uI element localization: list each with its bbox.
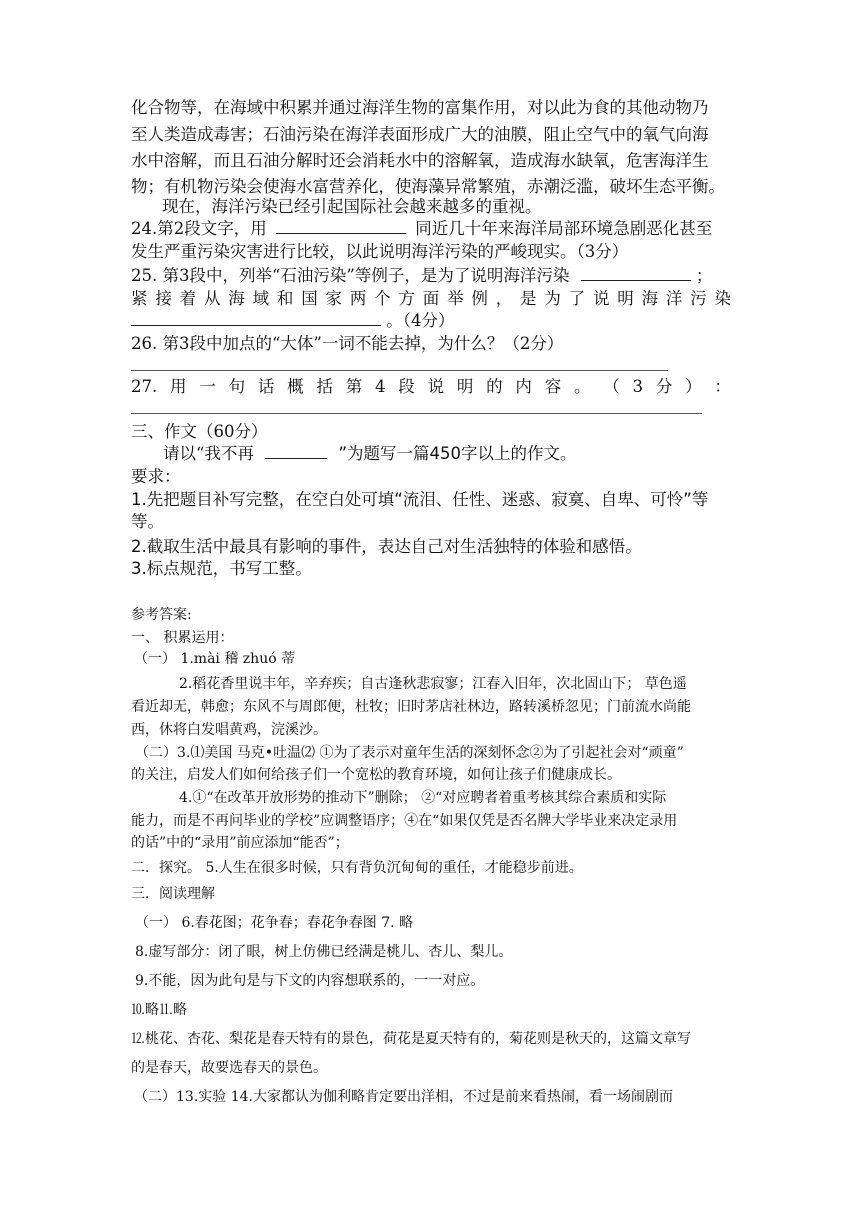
question-24-text: 24.第2段文字，用 (131, 219, 267, 238)
answer-2-line: 2.稻花香里说丰年，辛弃疾；自古逢秋悲寂寥；江春入旧年，次北固山下； 草色遥 (179, 676, 687, 692)
char: ， (495, 289, 513, 308)
char: 27. (131, 377, 158, 396)
char: 国 (301, 289, 318, 308)
char: 用 (170, 377, 187, 396)
answer-blank (131, 311, 381, 326)
answer-10-11: ⒑略⒒略 (131, 1002, 187, 1018)
answer-12-line: 的是春天，故要选春天的景色。 (131, 1060, 327, 1076)
char: 了 (568, 289, 586, 308)
answers-section-1: 一、 积累运用： (131, 630, 234, 646)
passage-line: 水中溶解，而且石油分解时还会消耗水中的溶解氧，造成海水缺氧，危害海洋生 (131, 151, 709, 170)
question-26: 26. 第3段中加点的“大体”一词不能去掉，为什么？（2分） (131, 334, 564, 353)
essay-prompt (163, 443, 576, 465)
char: 和 (276, 289, 294, 308)
answer-4-line: 能力，而是不再问毕业的学校”应调整语序；④在“如果仅凭是否名牌大学毕业来决定录用 (131, 813, 678, 829)
essay-prompt-text: 请以“我不再 (163, 444, 254, 463)
char: 洋 (665, 289, 683, 308)
char: 说 (592, 289, 610, 308)
char: ） (685, 377, 702, 396)
answer-12-line: ⒓桃花、杏花、梨花是春天特有的景色，荷花是夏天特有的，菊花则是秋天的，这篇文章写 (131, 1031, 691, 1047)
passage-line: 化合物等，在海域中积累并通过海洋生物的富集作用，对以此为食的其他动物乃 (131, 98, 709, 117)
char: 面 (422, 289, 440, 308)
essay-req-3: 3.标点规范，书写工整。 (131, 559, 312, 578)
answers-title: 参考答案: (131, 607, 192, 623)
answer-6: （一） 6.春花图；花争春；春花争春图 7. 略 (135, 915, 414, 931)
char: 4 (375, 377, 386, 396)
char: 内 (515, 377, 532, 396)
char: 分 (655, 377, 673, 396)
char: 污 (690, 289, 707, 308)
question-25-line3 (131, 310, 455, 332)
char: 紧 (131, 289, 148, 308)
essay-req-1: 1.先把题目补写完整，在空白处可填“流泪、任性、迷惑、寂寞、自卑、可怜”等 (131, 490, 709, 509)
essay-prompt-text-cont: ”为题写一篇450字以上的作文。 (338, 444, 577, 463)
passage-line: 物；有机物污染会使海水富营养化，使海藻异常繁殖，赤潮泛滥，破坏生态平衡。 (131, 177, 725, 196)
essay-heading: 三、作文（60分） (131, 422, 268, 441)
char: 明 (617, 289, 634, 308)
char: 3 (632, 377, 644, 396)
answers-section-3: 三．阅读理解 (131, 886, 215, 902)
passage-line: 至人类造成毒害；石油污染在海洋表面形成广大的油膜，阻止空气中的氧气向海 (131, 125, 709, 144)
title-blank (265, 444, 327, 459)
question-24-text-cont: 同近几十年来海洋局部环境急剧恶化甚至 (415, 219, 713, 238)
char: 家 (325, 289, 342, 308)
answer-line (131, 370, 668, 371)
char: 染 (714, 289, 731, 308)
char: 着 (179, 289, 197, 308)
char: 为 (544, 289, 561, 308)
question-24 (131, 218, 712, 240)
char: 第 (345, 377, 363, 396)
answer-2-line: 看近却无，韩愈；东风不与周郎便，杜牧；旧时茅店社林边，路转溪桥忽见；门前流水尚能 (131, 699, 691, 715)
char: 两 (349, 289, 367, 308)
char: 一 (199, 377, 216, 396)
answer-4-line: 4.①“在改革开放形势的推动下”删除； ②“对应聘者着重考核其综合素质和实际 (179, 790, 667, 806)
question-25-punct: ； (695, 266, 713, 285)
char: 是 (520, 289, 537, 308)
char: 从 (203, 289, 221, 308)
answer-13-14: （二）13.实验 14.大家都认为伽利略肯定要出洋相，不过是前来看热闹，看一场闹剧而 (134, 1089, 673, 1105)
answer-3-line: （二）3.⑴美国 马克•吐温⑵ ①为了表示对童年生活的深刻怀念②为了引起社会对“顽童” (135, 745, 684, 761)
char: 话 (257, 377, 275, 396)
question-25-score: 。（4分） (386, 311, 455, 330)
essay-req-2: 2.截取生活中最具有影响的事件，表达自己对生活独特的体验和感悟。 (131, 537, 642, 556)
passage-paragraph: 现在，海洋污染已经引起国际社会越来越多的重视。 (162, 197, 542, 216)
char: 海 (228, 289, 245, 308)
char: （ (603, 377, 620, 396)
answer-5: 二．探究。 5.人生在很多时候，只有背负沉甸甸的重任，才能稳步前进。 (131, 860, 583, 876)
char: 括 (316, 377, 333, 396)
char: 段 (398, 377, 415, 396)
char: 海 (641, 289, 659, 308)
answer-line (131, 413, 702, 414)
essay-req-1-cont: 等。 (131, 512, 164, 531)
char: 句 (228, 377, 246, 396)
char: 。 (573, 377, 591, 396)
question-25 (131, 265, 712, 287)
answer-1: （一） 1.mài 稽 zhuó 蒂 (134, 651, 296, 667)
char: 的 (486, 377, 503, 396)
answer-4-line: 的话”中的“录用”前应添加“能否”； (131, 835, 349, 851)
char: 概 (287, 377, 304, 396)
answer-blank (276, 219, 406, 234)
char: 容 (544, 377, 562, 396)
char: ： (714, 377, 731, 396)
char: 个 (374, 289, 391, 308)
answer-blank (581, 266, 691, 281)
char: 接 (155, 289, 172, 308)
char: 例 (471, 289, 488, 308)
question-25-line2 (131, 288, 731, 310)
answer-2-line: 西，休将白发唱黄鸡，浣溪沙。 (131, 722, 327, 738)
answer-9: 9.不能，因为此句是与下文的内容想联系的，一一对应。 (135, 973, 485, 989)
question-24-line2: 发生严重污染灾害进行比较，以此说明海洋污染的严峻现实。（3分） (131, 242, 629, 261)
char: 举 (447, 289, 464, 308)
char: 方 (398, 289, 415, 308)
question-25-text: 25. 第3段中，列举“石油污染”等例子，是为了说明海洋污染 (131, 266, 570, 285)
answer-8: 8.虚写部分：闭了眼，树上仿佛已经满是桃儿、杏儿、梨儿。 (135, 944, 513, 960)
essay-req-label: 要求： (131, 467, 181, 486)
char: 明 (456, 377, 474, 396)
answer-3-line: 的关注，启发人们如何给孩子们一个宽松的教育环境，如何让孩子们健康成长。 (131, 767, 621, 783)
char: 域 (252, 289, 270, 308)
question-27 (131, 376, 731, 398)
char: 说 (427, 377, 445, 396)
